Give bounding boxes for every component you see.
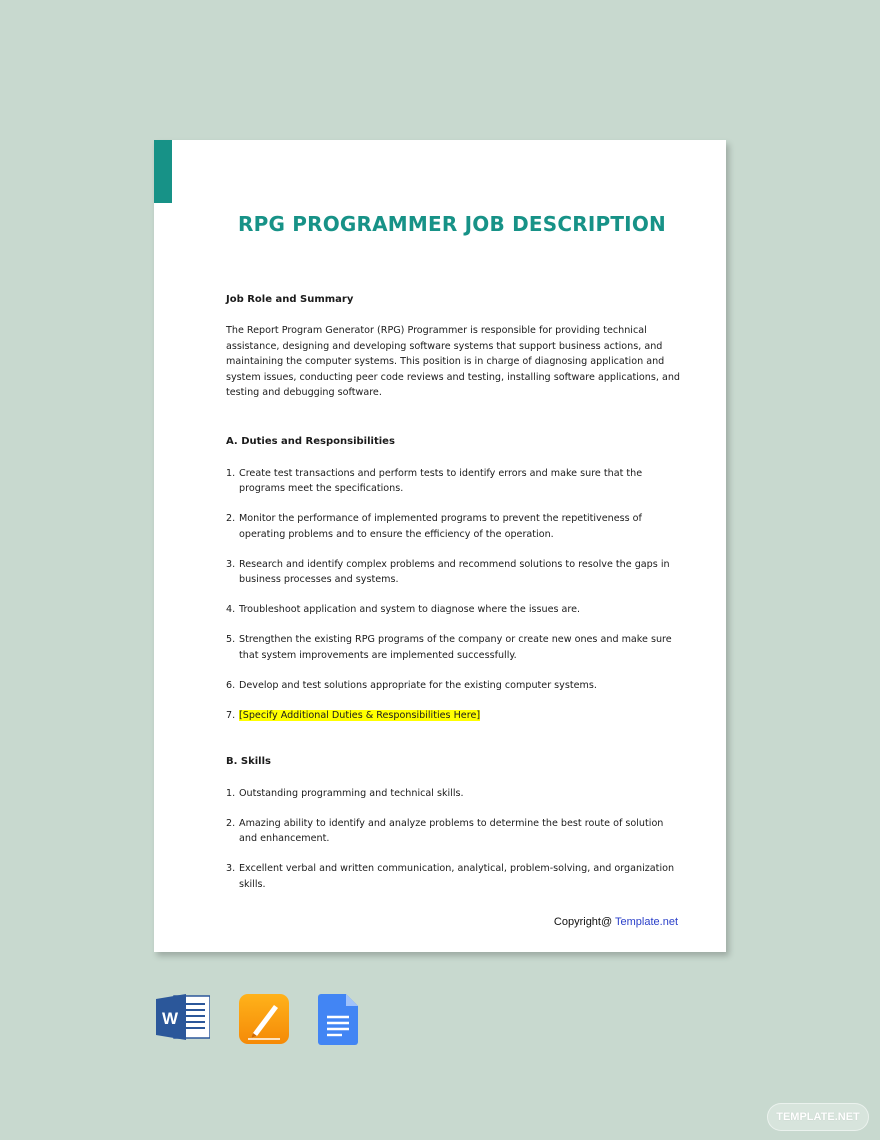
pages-icon[interactable] [238,993,290,1049]
role-summary: The Report Program Generator (RPG) Programmer is responsible for providing technical assistance, designing and developing software systems that support business actions, and maintaining the computer systems. This position is in charge of diagnosing application and system issues, conducting peer code reviews and testing, installing software applications, and testing and debugging software. [226,325,681,399]
document-body [226,292,681,907]
list-item: 3. Research and identify complex problems and recommend solutions to resolve the gaps in business processes and systems. [226,558,670,586]
copyright-line [554,916,678,928]
list-item: 6. Develop and test solutions appropriate for the existing computer systems. [226,679,597,691]
list-item: 3. Excellent verbal and written communication, analytical, problem-solving, and organization skills. [226,863,675,890]
list-item: 1. Create test transactions and perform tests to identify errors and make sure that the programs meet the specifications. [226,467,643,495]
duties-heading: A. Duties and Responsibilities [226,436,395,448]
template-link[interactable]: Template.net [615,916,678,928]
word-letter: W [161,1009,179,1028]
list-item: 5. Strengthen the existing RPG programs of the company or create new ones and make sure that system improvements are implemented successfully. [226,634,672,661]
list-item: 2. Amazing ability to identify and analyze problems to determine the best route of solution and enhancement. [226,817,664,845]
word-icon[interactable] [156,992,210,1046]
list-item: 2. Monitor the performance of implemented programs to prevent the repetitiveness of operating problems and to ensure the efficiency of the operation. [226,513,642,540]
template-net-badge[interactable]: TEMPLATE.NET [767,1103,869,1131]
placeholder-highlight[interactable]: [Specify Additional Duties & Responsibilities Here] [239,710,481,722]
skills-list [226,786,681,892]
list-item: 1. Outstanding programming and technical skills. [226,787,464,799]
list-item: 7. [Specify Additional Duties & Responsibilities Here] [226,710,481,722]
skills-heading: B. Skills [226,756,271,768]
document-title: RPG PROGRAMMER JOB DESCRIPTION [238,212,666,236]
role-heading: Job Role and Summary [226,294,354,305]
document-page [154,140,726,952]
copyright-label: Copyright@ [553,916,613,928]
google-docs-icon[interactable] [318,993,358,1049]
accent-bar [154,140,172,203]
list-item: 4. Troubleshoot application and system to diagnose where the issues are. [226,604,581,616]
duties-list [226,466,681,724]
